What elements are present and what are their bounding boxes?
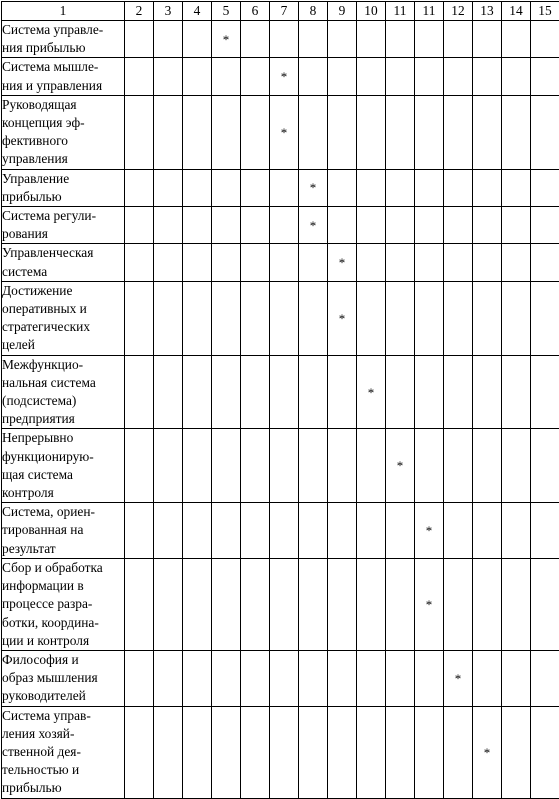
empty-cell	[125, 650, 154, 706]
mark-cell	[357, 355, 386, 429]
empty-cell	[386, 169, 415, 206]
empty-cell	[212, 207, 241, 244]
empty-cell	[415, 95, 444, 169]
empty-cell	[415, 650, 444, 706]
mark-cell	[270, 95, 299, 169]
empty-cell	[386, 281, 415, 355]
empty-cell	[241, 503, 270, 559]
mark-cell	[299, 169, 328, 206]
empty-cell	[299, 503, 328, 559]
empty-cell	[154, 244, 183, 281]
column-header: 15	[531, 2, 559, 21]
empty-cell	[502, 650, 531, 706]
empty-cell	[154, 58, 183, 95]
column-header: 11	[415, 2, 444, 21]
empty-cell	[357, 207, 386, 244]
empty-cell	[473, 95, 502, 169]
empty-cell	[531, 21, 559, 58]
empty-cell	[444, 21, 473, 58]
empty-cell	[125, 706, 154, 798]
empty-cell	[154, 207, 183, 244]
empty-cell	[415, 429, 444, 503]
empty-cell	[502, 169, 531, 206]
empty-cell	[241, 355, 270, 429]
empty-cell	[183, 281, 212, 355]
empty-cell	[154, 706, 183, 798]
table-row	[2, 706, 559, 798]
empty-cell	[270, 429, 299, 503]
empty-cell	[154, 95, 183, 169]
empty-cell	[386, 650, 415, 706]
column-header: 13	[473, 2, 502, 21]
column-header: 10	[357, 2, 386, 21]
mark-cell	[270, 58, 299, 95]
asterisk-mark: *	[223, 32, 230, 47]
column-header: 7	[270, 2, 299, 21]
empty-cell	[125, 503, 154, 559]
empty-cell	[241, 706, 270, 798]
asterisk-mark: *	[339, 311, 346, 326]
empty-cell	[531, 558, 559, 650]
empty-cell	[270, 706, 299, 798]
empty-cell	[299, 244, 328, 281]
empty-cell	[299, 429, 328, 503]
empty-cell	[502, 429, 531, 503]
column-header: 12	[444, 2, 473, 21]
asterisk-mark: *	[426, 597, 433, 612]
empty-cell	[386, 558, 415, 650]
empty-cell	[328, 169, 357, 206]
empty-cell	[444, 558, 473, 650]
empty-cell	[299, 650, 328, 706]
empty-cell	[241, 650, 270, 706]
empty-cell	[357, 706, 386, 798]
empty-cell	[183, 558, 212, 650]
empty-cell	[241, 429, 270, 503]
empty-cell	[473, 355, 502, 429]
empty-cell	[357, 650, 386, 706]
asterisk-mark: *	[397, 458, 404, 473]
empty-cell	[299, 706, 328, 798]
empty-cell	[183, 650, 212, 706]
empty-cell	[154, 169, 183, 206]
table-row	[2, 95, 559, 169]
empty-cell	[241, 207, 270, 244]
empty-cell	[531, 95, 559, 169]
empty-cell	[444, 281, 473, 355]
row-label: Система, ориен- тированная на результат	[2, 503, 125, 559]
empty-cell	[531, 244, 559, 281]
row-label: Руководящая концепция эф- фективного управления	[2, 95, 125, 169]
mark-cell	[299, 207, 328, 244]
column-header: 8	[299, 2, 328, 21]
empty-cell	[386, 355, 415, 429]
empty-cell	[444, 355, 473, 429]
empty-cell	[386, 95, 415, 169]
empty-cell	[357, 58, 386, 95]
empty-cell	[386, 207, 415, 244]
empty-cell	[270, 244, 299, 281]
row-label: Система регули- рования	[2, 207, 125, 244]
empty-cell	[531, 429, 559, 503]
empty-cell	[299, 281, 328, 355]
empty-cell	[125, 95, 154, 169]
mark-cell	[415, 503, 444, 559]
empty-cell	[183, 244, 212, 281]
empty-cell	[502, 207, 531, 244]
empty-cell	[154, 429, 183, 503]
empty-cell	[531, 503, 559, 559]
mark-cell	[473, 706, 502, 798]
empty-cell	[444, 429, 473, 503]
asterisk-mark: *	[455, 671, 462, 686]
empty-cell	[473, 281, 502, 355]
empty-cell	[154, 650, 183, 706]
header-row	[2, 2, 559, 21]
empty-cell	[502, 355, 531, 429]
row-label: Система управле- ния прибылью	[2, 21, 125, 58]
empty-cell	[212, 503, 241, 559]
empty-cell	[270, 281, 299, 355]
row-label: Межфункцио- нальная система (подсистема) предприятия	[2, 355, 125, 429]
empty-cell	[125, 21, 154, 58]
empty-cell	[270, 169, 299, 206]
asterisk-mark: *	[310, 180, 317, 195]
column-header: 9	[328, 2, 357, 21]
empty-cell	[125, 244, 154, 281]
row-label: Система управ- ления хозяй- ственной дея- тельностью и прибылью	[2, 706, 125, 798]
empty-cell	[386, 58, 415, 95]
row-label: Управленческая система	[2, 244, 125, 281]
empty-cell	[473, 429, 502, 503]
asterisk-mark: *	[281, 69, 288, 84]
empty-cell	[415, 207, 444, 244]
empty-cell	[328, 650, 357, 706]
empty-cell	[125, 207, 154, 244]
empty-cell	[531, 281, 559, 355]
row-label: Сбор и обработка информации в процессе разра- ботки, координа- ции и контроля	[2, 558, 125, 650]
empty-cell	[183, 95, 212, 169]
empty-cell	[473, 58, 502, 95]
empty-cell	[502, 58, 531, 95]
empty-cell	[154, 558, 183, 650]
empty-cell	[415, 355, 444, 429]
empty-cell	[444, 207, 473, 244]
empty-cell	[299, 558, 328, 650]
empty-cell	[241, 95, 270, 169]
empty-cell	[125, 558, 154, 650]
mark-cell	[328, 281, 357, 355]
empty-cell	[183, 169, 212, 206]
empty-cell	[241, 58, 270, 95]
empty-cell	[299, 95, 328, 169]
row-label: Непрерывно функционирую- щая система контроля	[2, 429, 125, 503]
asterisk-mark: *	[310, 218, 317, 233]
table-row	[2, 429, 559, 503]
empty-cell	[154, 281, 183, 355]
empty-cell	[241, 281, 270, 355]
empty-cell	[270, 558, 299, 650]
empty-cell	[212, 650, 241, 706]
table-row	[2, 355, 559, 429]
column-header: 1	[2, 2, 125, 21]
mark-cell	[415, 558, 444, 650]
empty-cell	[444, 169, 473, 206]
empty-cell	[473, 503, 502, 559]
table-row	[2, 503, 559, 559]
empty-cell	[328, 429, 357, 503]
empty-cell	[183, 503, 212, 559]
empty-cell	[328, 355, 357, 429]
empty-cell	[183, 21, 212, 58]
empty-cell	[473, 650, 502, 706]
empty-cell	[473, 244, 502, 281]
empty-cell	[212, 706, 241, 798]
empty-cell	[444, 706, 473, 798]
table-row	[2, 169, 559, 206]
empty-cell	[357, 169, 386, 206]
asterisk-mark: *	[484, 745, 491, 760]
empty-cell	[357, 281, 386, 355]
table-row	[2, 650, 559, 706]
mark-cell	[386, 429, 415, 503]
empty-cell	[531, 650, 559, 706]
empty-cell	[212, 58, 241, 95]
column-header: 3	[154, 2, 183, 21]
empty-cell	[531, 169, 559, 206]
empty-cell	[502, 95, 531, 169]
asterisk-mark: *	[339, 255, 346, 270]
empty-cell	[415, 244, 444, 281]
column-header: 6	[241, 2, 270, 21]
empty-cell	[328, 706, 357, 798]
row-label: Управление прибылью	[2, 169, 125, 206]
empty-cell	[212, 95, 241, 169]
table-row	[2, 207, 559, 244]
empty-cell	[473, 207, 502, 244]
empty-cell	[183, 706, 212, 798]
row-label: Достижение оперативных и стратегических целей	[2, 281, 125, 355]
empty-cell	[299, 355, 328, 429]
empty-cell	[357, 21, 386, 58]
table-row	[2, 558, 559, 650]
empty-cell	[415, 706, 444, 798]
column-header: 5	[212, 2, 241, 21]
row-label: Философия и образ мышления руководителей	[2, 650, 125, 706]
empty-cell	[183, 429, 212, 503]
asterisk-mark: *	[281, 125, 288, 140]
table-row	[2, 58, 559, 95]
empty-cell	[212, 169, 241, 206]
empty-cell	[415, 21, 444, 58]
empty-cell	[531, 207, 559, 244]
empty-cell	[270, 207, 299, 244]
column-header: 4	[183, 2, 212, 21]
empty-cell	[386, 244, 415, 281]
empty-cell	[125, 58, 154, 95]
asterisk-mark: *	[368, 385, 375, 400]
empty-cell	[328, 503, 357, 559]
empty-cell	[125, 429, 154, 503]
empty-cell	[183, 58, 212, 95]
empty-cell	[415, 281, 444, 355]
empty-cell	[502, 706, 531, 798]
empty-cell	[125, 355, 154, 429]
empty-cell	[154, 355, 183, 429]
column-header: 14	[502, 2, 531, 21]
empty-cell	[473, 558, 502, 650]
empty-cell	[125, 281, 154, 355]
empty-cell	[270, 503, 299, 559]
empty-cell	[212, 244, 241, 281]
empty-cell	[125, 169, 154, 206]
empty-cell	[357, 95, 386, 169]
empty-cell	[299, 21, 328, 58]
table-row	[2, 21, 559, 58]
empty-cell	[502, 503, 531, 559]
empty-cell	[386, 706, 415, 798]
empty-cell	[212, 355, 241, 429]
empty-cell	[270, 650, 299, 706]
mark-cell	[444, 650, 473, 706]
empty-cell	[531, 58, 559, 95]
empty-cell	[386, 503, 415, 559]
empty-cell	[357, 429, 386, 503]
empty-cell	[154, 21, 183, 58]
empty-cell	[415, 58, 444, 95]
empty-cell	[531, 355, 559, 429]
empty-cell	[212, 558, 241, 650]
empty-cell	[415, 169, 444, 206]
empty-cell	[473, 169, 502, 206]
classification-table	[1, 1, 559, 799]
empty-cell	[444, 503, 473, 559]
empty-cell	[154, 503, 183, 559]
empty-cell	[531, 706, 559, 798]
empty-cell	[212, 429, 241, 503]
empty-cell	[183, 355, 212, 429]
asterisk-mark: *	[426, 523, 433, 538]
empty-cell	[183, 207, 212, 244]
empty-cell	[328, 21, 357, 58]
table-row	[2, 281, 559, 355]
empty-cell	[357, 244, 386, 281]
empty-cell	[357, 558, 386, 650]
column-header: 11	[386, 2, 415, 21]
empty-cell	[502, 244, 531, 281]
table-row	[2, 244, 559, 281]
row-label: Система мышле- ния и управления	[2, 58, 125, 95]
empty-cell	[328, 207, 357, 244]
empty-cell	[328, 558, 357, 650]
empty-cell	[241, 169, 270, 206]
empty-cell	[212, 281, 241, 355]
empty-cell	[502, 558, 531, 650]
empty-cell	[328, 95, 357, 169]
empty-cell	[241, 21, 270, 58]
mark-cell	[212, 21, 241, 58]
column-header: 2	[125, 2, 154, 21]
empty-cell	[241, 558, 270, 650]
empty-cell	[328, 58, 357, 95]
empty-cell	[270, 355, 299, 429]
empty-cell	[299, 58, 328, 95]
mark-cell	[328, 244, 357, 281]
empty-cell	[386, 21, 415, 58]
empty-cell	[444, 58, 473, 95]
empty-cell	[444, 95, 473, 169]
empty-cell	[502, 281, 531, 355]
empty-cell	[444, 244, 473, 281]
empty-cell	[270, 21, 299, 58]
empty-cell	[473, 21, 502, 58]
empty-cell	[241, 244, 270, 281]
empty-cell	[502, 21, 531, 58]
empty-cell	[357, 503, 386, 559]
